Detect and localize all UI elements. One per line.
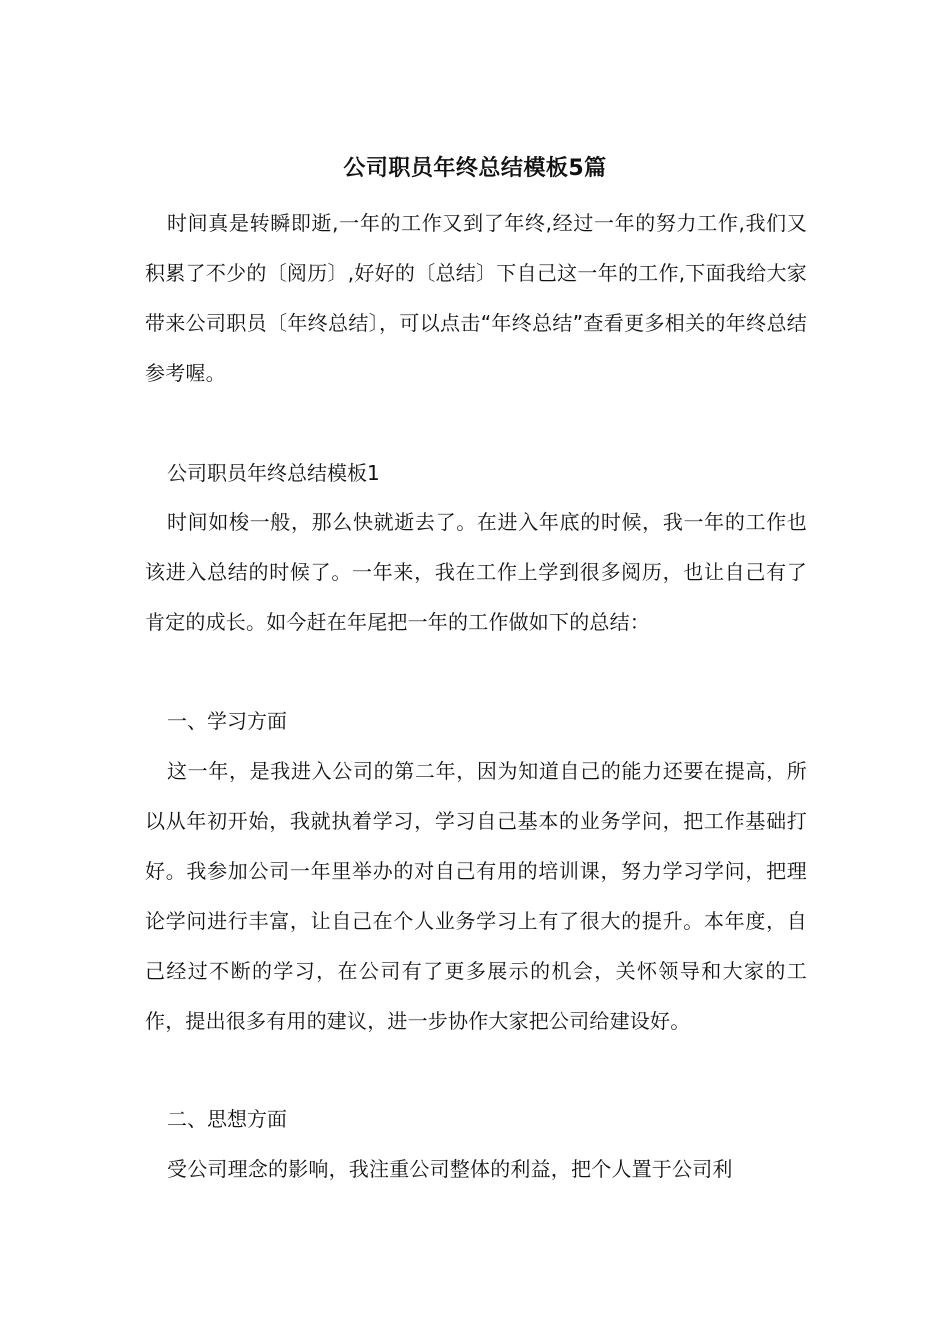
document-title: 公司职员年终总结模板5篇 xyxy=(343,156,607,181)
section1-paragraph: 时间如梭一般，那么快就逝去了。在进入年底的时候，我一年的工作也该进入总结的时候了。一年来，我在工作上学到很多阅历，也让自己有了肯定的成长。如今赶在年尾把一年的工作做如下的总结： xyxy=(145,510,807,634)
section-title: 公司职员年终总结模板1 xyxy=(167,461,380,485)
heading-study: 一、学习方面 xyxy=(167,709,287,733)
thought-paragraph: 受公司理念的影响，我注重公司整体的利益，把个人置于公司利 xyxy=(167,1157,733,1181)
intro-paragraph: 时间真是转瞬即逝,一年的工作又到了年终,经过一年的努力工作,我们又积累了不少的〔阅历〕,好好的〔总结〕下自己这一年的工作,下面我给大家带来公司职员〔年终总结〕，可以点击“年终总结”查看更多相关的年终总结参考喔。 xyxy=(145,211,807,385)
heading-thought: 二、思想方面 xyxy=(167,1107,287,1131)
study-paragraph: 这一年，是我进入公司的第二年，因为知道自己的能力还要在提高，所以从年初开始，我就执着学习，学习自己基本的业务学问，把工作基础打好。我参加公司一年里举办的对自己有用的培训课，努力学习学问，把理论学问进行丰富，让自己在个人业务学习上有了很大的提升。本年度，自己经过不断的学习，在公司有了更多展示的机会，关怀领导和大家的工作，提出很多有用的建议，进一步协作大家把公司给建设好。 xyxy=(145,759,807,1033)
